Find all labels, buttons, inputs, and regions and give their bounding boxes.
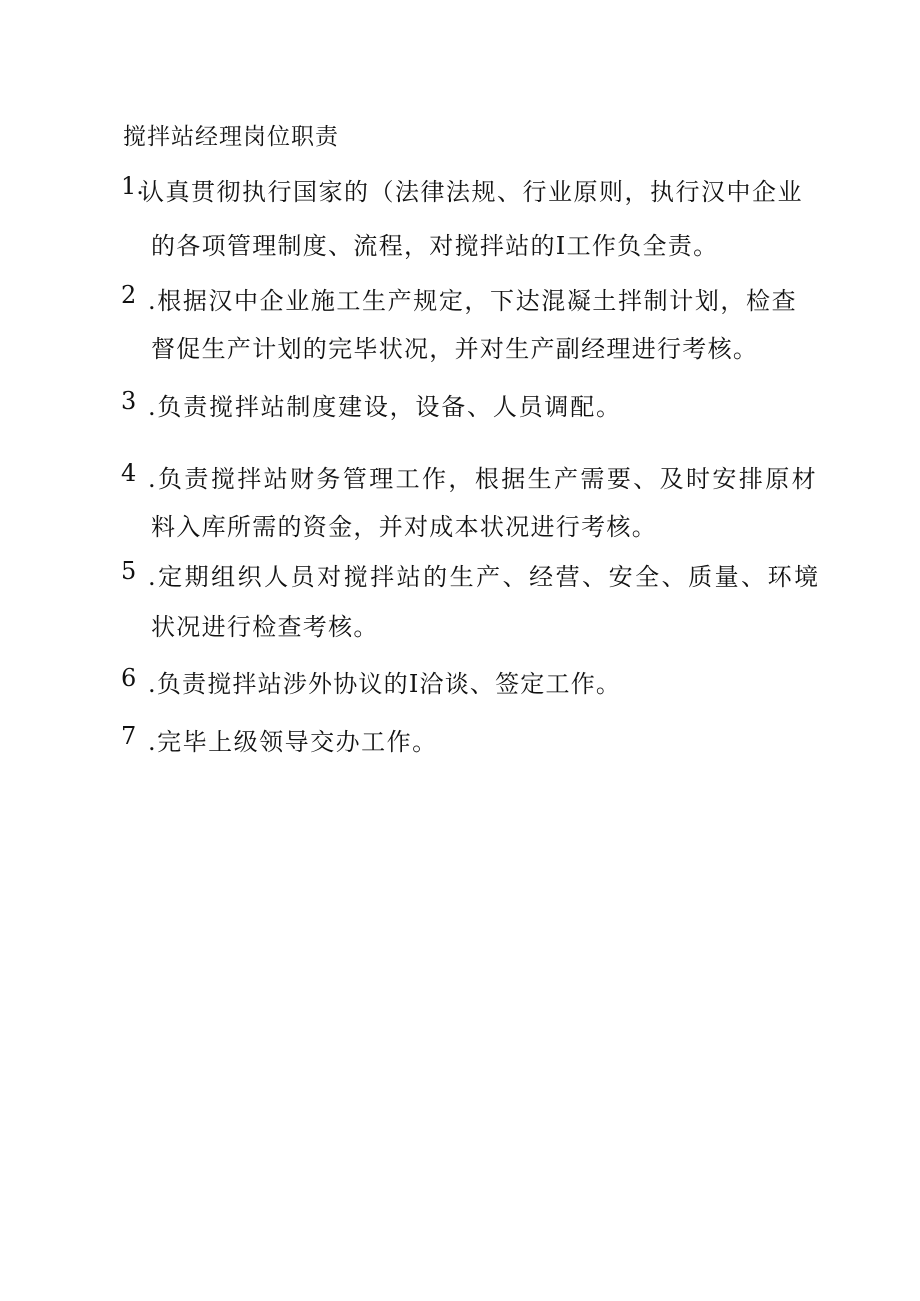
item-text-line: .负责搅拌站制度建设，设备、人员调配。 — [148, 393, 622, 421]
item-number: 4 — [121, 459, 137, 487]
item-number: 3 — [121, 387, 137, 415]
item-text-line: .完毕上级领导交办工作。 — [148, 728, 438, 756]
item-text-line: 的各项管理制度、流程，对搅拌站的I工作负全责。 — [151, 232, 719, 260]
item-text-line: 状况进行检查考核。 — [151, 613, 379, 641]
item-number: 5 — [121, 557, 137, 585]
item-text-line: .负责搅拌站财务管理工作，根据生产需要、及时安排原材 — [148, 465, 819, 493]
item-text-line: 料入库所需的资金，并对成本状况进行考核。 — [151, 513, 657, 541]
item-text-line: .负责搅拌站涉外协议的I洽谈、签定工作。 — [148, 670, 622, 698]
document-title: 搅拌站经理岗位职责 — [123, 124, 339, 150]
item-number: 6 — [121, 664, 137, 692]
item-number: 1. — [121, 172, 144, 200]
item-text-line: .定期组织人员对搅拌站的生产、经营、安全、质量、环境 — [148, 563, 821, 591]
item-text-line: 督促生产计划的完毕状况，并对生产副经理进行考核。 — [151, 335, 759, 363]
item-text-line: .根据汉中企业施工生产规定，下达混凝土拌制计划，检查 — [148, 287, 798, 315]
item-number: 7 — [121, 722, 137, 750]
item-number: 2 — [121, 281, 137, 309]
item-text-line: 认真贯彻执行国家的（法律法规、行业原则，执行汉中企业 — [140, 178, 803, 206]
